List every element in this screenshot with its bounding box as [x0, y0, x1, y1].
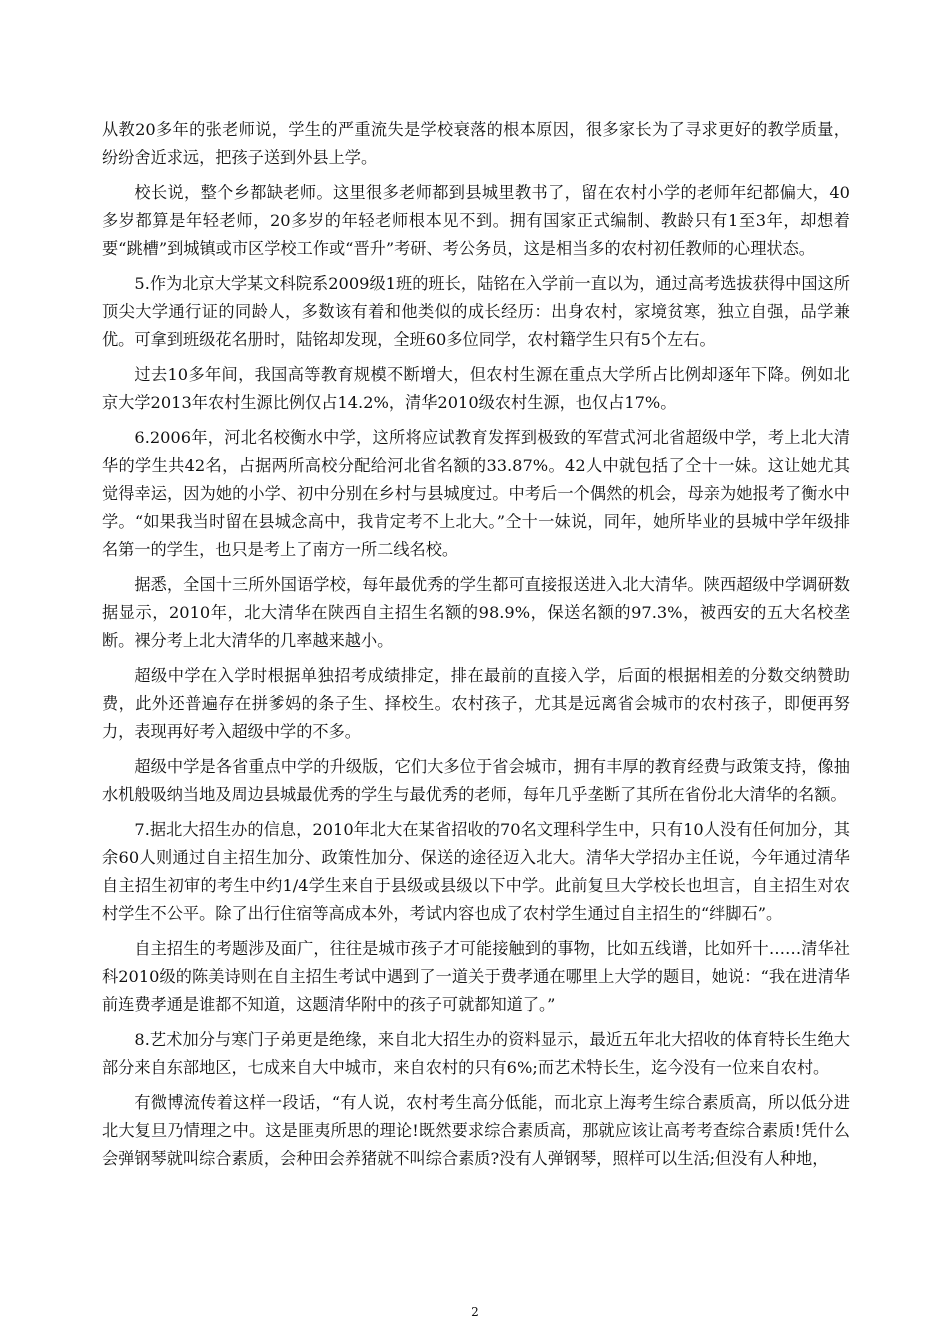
paragraph: 从教20多年的张老师说，学生的严重流失是学校衰落的根本原因，很多家长为了寻求更好的教学质量，纷纷舍近求远，把孩子送到外县上学。 [102, 120, 850, 167]
paragraph: 有微博流传着这样一段话，“有人说，农村考生高分低能，而北京上海考生综合素质高，所以低分进北大复旦乃情理之中。这是匪夷所思的理论!既然要求综合素质高，那就应该让高考考查综合素质!凭什么会弹钢琴就叫综合素质，会种田会养猪就不叫综合素质?没有人弹钢琴，照样可以生活;但没有人种地， [102, 1093, 850, 1168]
paragraph: 8.艺术加分与寒门子弟更是绝缘，来自北大招生办的资料显示，最近五年北大招收的体育特长生绝大部分来自东部地区，七成来自大中城市，来自农村的只有6%;而艺术特长生，迄今没有一位来自农村。 [102, 1030, 850, 1077]
paragraph: 超级中学在入学时根据单独招考成绩排定，排在最前的直接入学，后面的根据相差的分数交纳赞助费，此外还普遍存在拼爹妈的条子生、择校生。农村孩子，尤其是远离省会城市的农村孩子，即便再努力，表现再好考入超级中学的不多。 [102, 666, 850, 741]
paragraph: 7.据北大招生办的信息，2010年北大在某省招收的70名文理科学生中，只有10人没有任何加分，其余60人则通过自主招生加分、政策性加分、保送的途径迈入北大。清华大学招办主任说，今年通过清华自主招生初审的考生中约1/4学生来自于县级或县级以下中学。此前复旦大学校长也坦言，自主招生对农村学生不公平。除了出行住宿等高成本外，考试内容也成了农村学生通过自主招生的“绊脚石”。 [102, 820, 850, 923]
paragraph: 自主招生的考题涉及面广，往往是城市孩子才可能接触到的事物，比如五线谱，比如歼十……清华社科2010级的陈美诗则在自主招生考试中遇到了一道关于费孝通在哪里上大学的题目，她说：“我在进清华前连费孝通是谁都不知道，这题清华附中的孩子可就都知道了。” [102, 939, 850, 1014]
paragraph: 超级中学是各省重点中学的升级版，它们大多位于省会城市，拥有丰厚的教育经费与政策支持，像抽水机般吸纳当地及周边县城最优秀的学生与最优秀的老师，每年几乎垄断了其所在省份北大清华的名额。 [102, 757, 850, 804]
paragraph: 据悉，全国十三所外国语学校，每年最优秀的学生都可直接报送进入北大清华。陕西超级中学调研数据显示，2010年，北大清华在陕西自主招生名额的98.9%，保送名额的97.3%，被西安的五大名校垄断。裸分考上北大清华的几率越来越小。 [102, 575, 850, 650]
article-body [102, 116, 850, 1180]
paragraph: 5.作为北京大学某文科院系2009级1班的班长，陆铭在入学前一直以为，通过高考选拔获得中国这所顶尖大学通行证的同龄人，多数该有着和他类似的成长经历：出身农村，家境贫寒，独立自强，品学兼优。可拿到班级花名册时，陆铭却发现，全班60多位同学，农村籍学生只有5个左右。 [102, 274, 850, 349]
paragraph: 过去10多年间，我国高等教育规模不断增大，但农村生源在重点大学所占比例却逐年下降。例如北京大学2013年农村生源比例仅占14.2%，清华2010级农村生源，也仅占17%。 [102, 365, 850, 412]
paragraph: 校长说，整个乡都缺老师。这里很多老师都到县城里教书了，留在农村小学的老师年纪都偏大，40多岁都算是年轻老师，20多岁的年轻老师根本见不到。拥有国家正式编制、教龄只有1至3年，却想着要“跳槽”到城镇或市区学校工作或“晋升”考研、考公务员，这是相当多的农村初任教师的心理状态。 [102, 183, 850, 258]
page-number: 2 [471, 1305, 479, 1319]
paragraph: 6.2006年，河北名校衡水中学，这所将应试教育发挥到极致的军营式河北省超级中学，考上北大清华的学生共42名，占据两所高校分配给河北省名额的33.87%。42人中就包括了仝十一妹。这让她尤其觉得幸运，因为她的小学、初中分别在乡村与县城度过。中考后一个偶然的机会，母亲为她报考了衡水中学。“如果我当时留在县城念高中，我肯定考不上北大。”仝十一妹说，同年，她所毕业的县城中学年级排名第一的学生，也只是考上了南方一所二线名校。 [102, 428, 850, 559]
